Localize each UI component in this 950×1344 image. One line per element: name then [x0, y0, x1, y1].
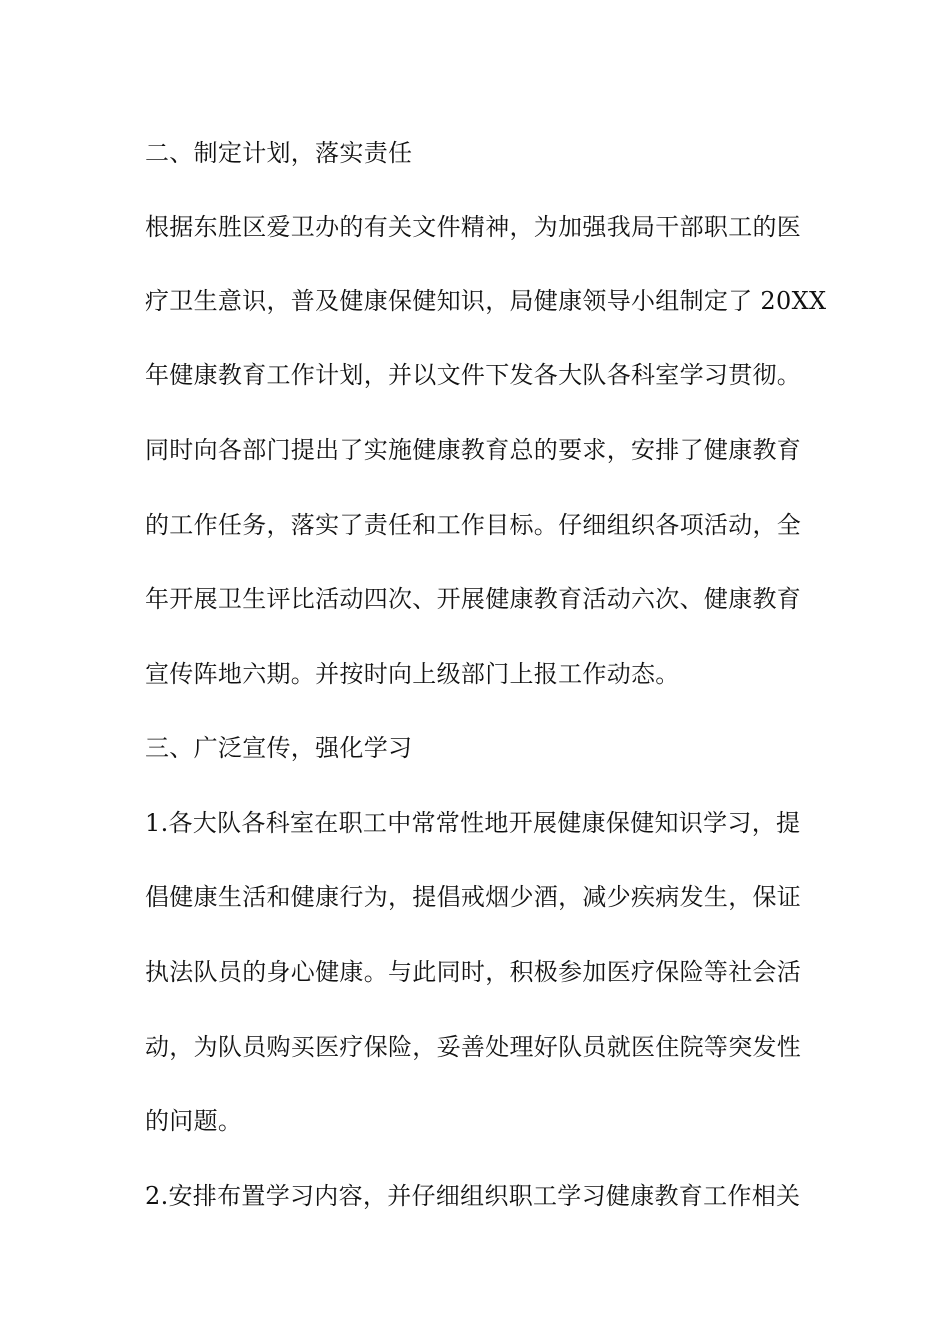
paragraph-line: 1.各大队各科室在职工中常常性地开展健康保健知识学习，提 [145, 809, 801, 837]
paragraph-line: 的问题。 [145, 1107, 243, 1135]
paragraph-line: 根据东胜区爱卫办的有关文件精神，为加强我局干部职工的医 [145, 213, 802, 241]
paragraph-line: 的工作任务，落实了责任和工作目标。仔细组织各项活动，全 [145, 511, 802, 539]
paragraph-line: 动，为队员购买医疗保险，妥善处理好队员就医住院等突发性 [145, 1033, 802, 1061]
section-heading: 二、制定计划，落实责任 [145, 139, 413, 167]
paragraph-line: 年开展卫生评比活动四次、开展健康教育活动六次、健康教育 [145, 585, 802, 613]
paragraph-line: 同时向各部门提出了实施健康教育总的要求，安排了健康教育 [145, 436, 802, 464]
paragraph-line: 疗卫生意识，普及健康保健知识，局健康领导小组制定了 20XX [145, 287, 827, 315]
paragraph-line: 2.安排布置学习内容，并仔细组织职工学习健康教育工作相关 [145, 1182, 801, 1210]
paragraph-line: 年健康教育工作计划，并以文件下发各大队各科室学习贯彻。 [145, 361, 802, 389]
paragraph-line: 宣传阵地六期。并按时向上级部门上报工作动态。 [145, 660, 680, 688]
paragraph-line: 执法队员的身心健康。与此同时，积极参加医疗保险等社会活 [145, 958, 802, 986]
section-heading: 三、广泛宣传，强化学习 [145, 734, 413, 762]
paragraph-line: 倡健康生活和健康行为，提倡戒烟少酒，减少疾病发生，保证 [145, 883, 802, 911]
